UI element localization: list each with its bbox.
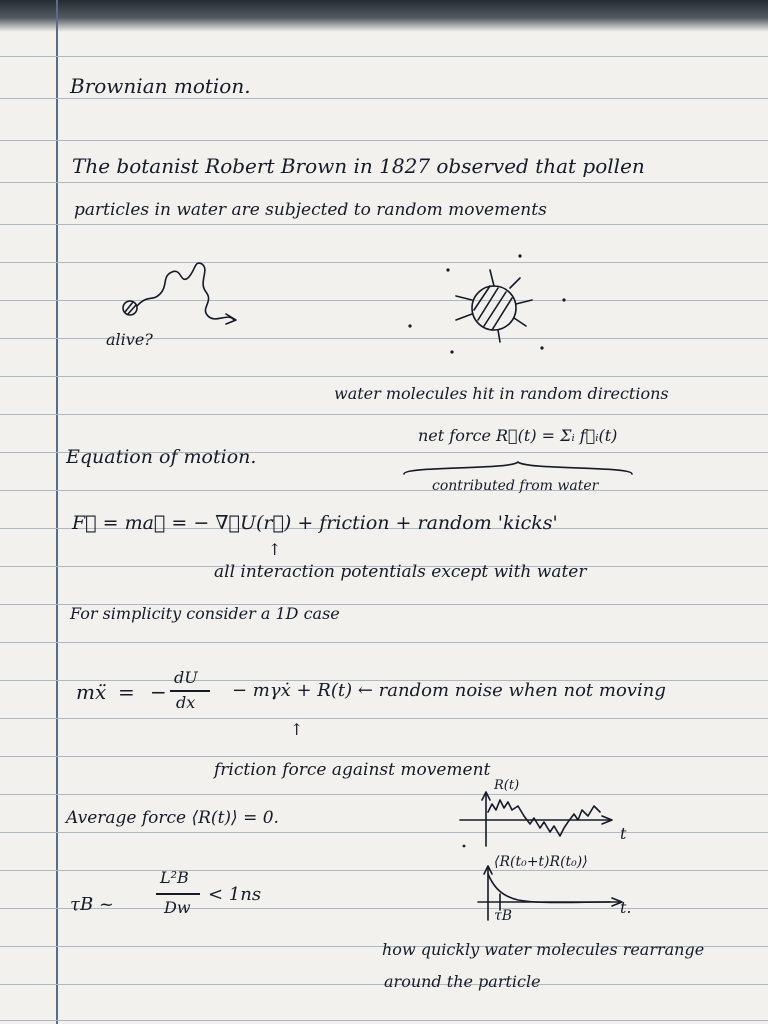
- intro-line-1: The botanist Robert Brown in 1827 observed that pollen: [72, 154, 645, 178]
- ruled-line: [0, 490, 768, 491]
- noise-plot: [456, 786, 626, 856]
- tau-numerator: L²B: [160, 868, 189, 887]
- ruled-line: [0, 642, 768, 643]
- ruled-line: [0, 756, 768, 757]
- correlation-plot-marker: τB: [494, 908, 513, 924]
- ruled-line: [0, 56, 768, 57]
- ruled-line: [0, 376, 768, 377]
- rearrange-note-line-1: how quickly water molecules rearrange: [382, 940, 705, 959]
- simplicity-note: For simplicity consider a 1D case: [70, 604, 340, 623]
- langevin-denominator: dx: [176, 693, 196, 712]
- equation-heading: Equation of motion.: [66, 446, 257, 468]
- ruled-line: [0, 224, 768, 225]
- ruled-line: [0, 794, 768, 795]
- correlation-plot-ylabel: ⟨R(t₀+t)R(t₀)⟩: [494, 854, 588, 870]
- water-note: water molecules hit in random directions: [334, 384, 669, 403]
- langevin-numerator: dU: [174, 668, 198, 687]
- net-force: net force R⃗(t) = Σᵢ f⃗ᵢ(t): [418, 426, 618, 445]
- contributed-note: contributed from water: [432, 478, 599, 494]
- ruled-line: [0, 1020, 768, 1021]
- friction-arrow: ↑: [290, 720, 304, 739]
- ruled-line: [0, 414, 768, 415]
- force-equation: F⃗ = ma⃗ = − ∇⃗U(r⃗) + friction + random 'kicks': [72, 512, 558, 534]
- brace-sketch: [400, 460, 640, 480]
- page-title: Brownian motion.: [70, 74, 251, 98]
- noise-plot-ylabel: R(t): [494, 778, 520, 793]
- intro-line-2: particles in water are subjected to random movements: [74, 200, 547, 220]
- rearrange-note-line-2: around the particle: [384, 972, 541, 991]
- page-top-shadow: [0, 0, 768, 32]
- sketch-label: alive?: [106, 330, 153, 349]
- ruled-line: [0, 140, 768, 141]
- average-force: Average force ⟨R(t)⟩ = 0.: [66, 808, 279, 828]
- fraction-bar: [170, 690, 210, 692]
- potentials-note: all interaction potentials except with water: [214, 562, 587, 582]
- ruled-line: [0, 832, 768, 833]
- ruled-line: [0, 908, 768, 909]
- noise-plot-xlabel: t: [620, 824, 627, 843]
- friction-note: friction force against movement: [214, 760, 491, 780]
- particle-sketch: [400, 248, 580, 368]
- tau-rhs: < 1ns: [208, 884, 262, 905]
- potential-arrow: ↑: [268, 540, 282, 559]
- langevin-equals: =: [118, 680, 135, 704]
- langevin-lhs: mẍ: [76, 680, 107, 704]
- ruled-line: [0, 98, 768, 99]
- langevin-rest: − mγẋ + R(t) ← random noise when not moving: [232, 680, 666, 701]
- ruled-line: [0, 870, 768, 871]
- tau-fraction-bar: [156, 893, 200, 895]
- tau-lhs: τB ~: [70, 894, 114, 915]
- ruled-line: [0, 718, 768, 719]
- correlation-plot-xlabel: t.: [620, 898, 632, 917]
- ruled-line: [0, 182, 768, 183]
- tau-denominator: Dw: [164, 898, 191, 917]
- langevin-minus: −: [150, 680, 167, 704]
